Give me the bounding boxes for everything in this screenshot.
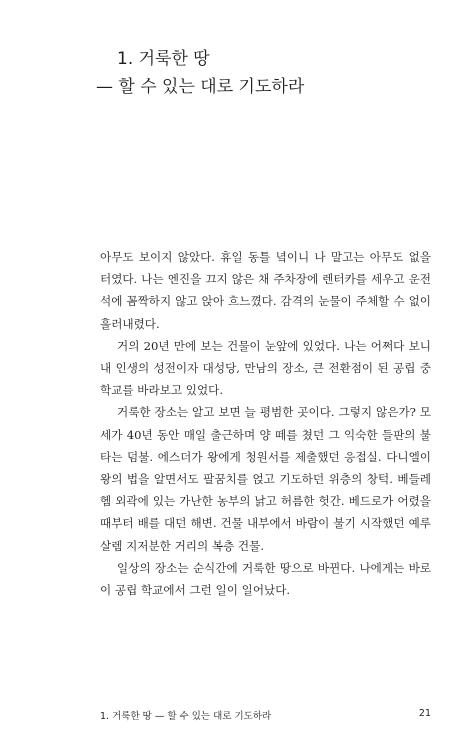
paragraph-2: 거의 20년 만에 보는 건물이 눈앞에 있었다. 나는 어쩌다 보니 내 인생의 성전이자 대성당, 만남의 장소, 큰 전환점이 된 공립 중학교를 바라보고 있었다. [100,338,431,398]
chapter-title [96,45,436,101]
page-footer [100,708,431,724]
paragraph-3: 거룩한 장소는 알고 보면 늘 평범한 곳이다. 그렇지 않은가? 모세가 40년 동안 매일 출근하며 양 떼를 쳤던 그 익숙한 들판의 불타는 덤불. 에스더가 왕에게 청원서를 제출했던 응접실. 다니엘이 왕의 법을 알면서도 팔꿈치를 얹고 기도하던 위층의 창턱. 베들레헴 외곽에 있는 가난한 농부의 낡고 허름한 헛간. 베드로가 어렸을 때부터 배를 대던 해변. 건물 내부에서 바람이 불기 시작했던 예루살렘 지저분한 거리의 복층 건물. [100,405,431,553]
paragraph-4: 일상의 장소는 순식간에 거룩한 땅으로 바뀐다. 나에게는 바로 이 공립 학교에서 그런 일이 일어났다. [100,560,431,598]
body-text [100,246,431,601]
page-number: 21 [418,708,431,719]
running-head: 1. 거룩한 땅 — 할 수 있는 대로 기도하라 [100,711,272,722]
paragraph-1: 아무도 보이지 않았다. 휴일 동틀 녘이니 나 말고는 아무도 없을 터였다. 나는 엔진을 끄지 않은 채 주차장에 렌터카를 세우고 운전석에 꼼짝하지 않고 앉아 흐느꼈다. 감격의 눈물이 주체할 수 없이 흘러내렸다. [100,250,431,331]
chapter-title-line-1: 1. 거룩한 땅 [117,49,210,70]
chapter-title-line-2: — 할 수 있는 대로 기도하라 [96,77,305,98]
